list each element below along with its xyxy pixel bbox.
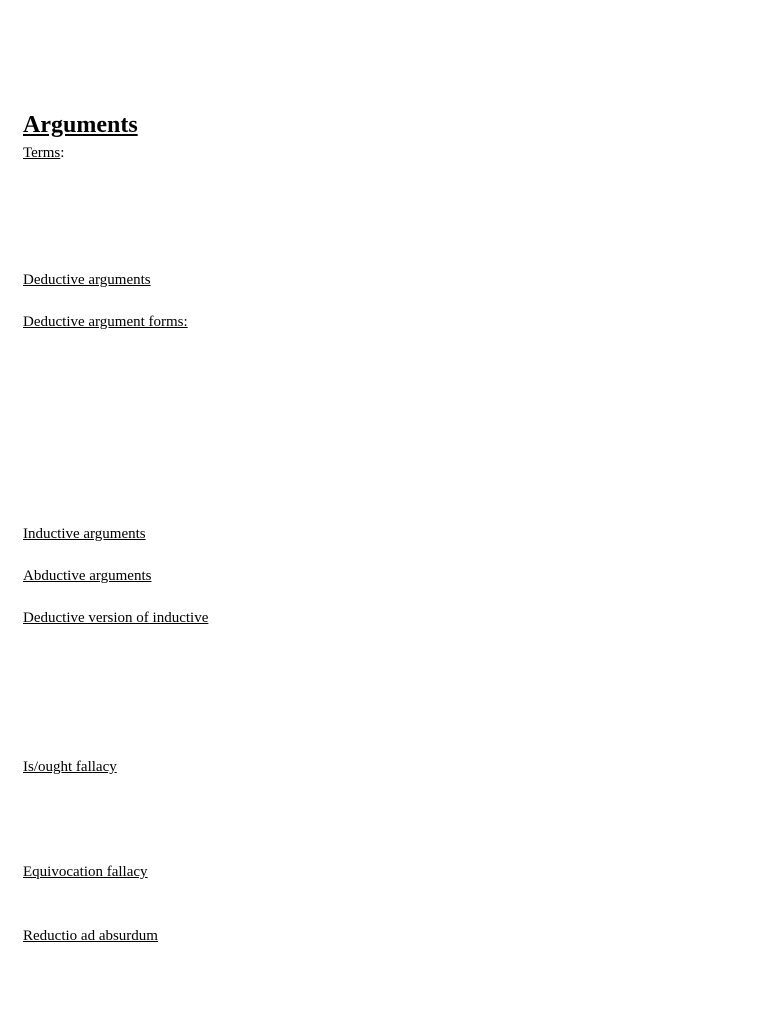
heading-equivocation-fallacy: Equivocation fallacy — [23, 864, 148, 880]
terms-label: Terms — [23, 145, 61, 161]
heading-deductive-arguments: Deductive arguments — [23, 272, 151, 288]
page-title: Arguments — [23, 112, 138, 138]
heading-is-ought-fallacy: Is/ought fallacy — [23, 759, 117, 775]
heading-deductive-version-of-inductive: Deductive version of inductive — [23, 610, 209, 626]
heading-reductio-ad-absurdum: Reductio ad absurdum — [23, 928, 158, 944]
heading-abductive-arguments: Abductive arguments — [23, 568, 152, 584]
terms-line — [23, 143, 64, 163]
terms-colon: : — [60, 145, 65, 161]
heading-inductive-arguments: Inductive arguments — [23, 526, 146, 542]
heading-deductive-argument-forms: Deductive argument forms: — [23, 314, 188, 330]
